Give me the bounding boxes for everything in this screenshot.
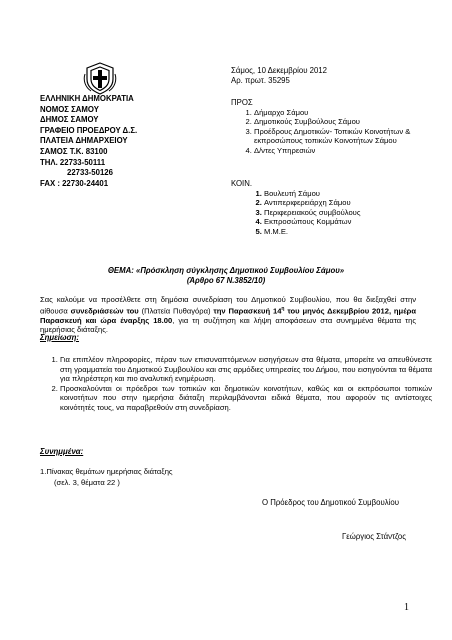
attachment-item: 1.Πίνακας θεμάτων ημερήσιας διάταξης xyxy=(40,467,173,476)
cc-label: ΚΟΙΝ. xyxy=(231,179,252,188)
subject-article: (Άρθρο 67 Ν.3852/10) xyxy=(186,276,266,286)
recipient-item: 3. Προέδρους Δημοτικών- Τοπικών Κοινοτήτων & εκπροσώπους τοπικών Κοινοτήτων Σάμου xyxy=(254,127,434,146)
sender-line: ΓΡΑΦΕΙΟ ΠΡΟΕΔΡΟΥ Δ.Σ. xyxy=(40,125,138,135)
document-date: Σάμος, 10 Δεκεμβρίου 2012 xyxy=(231,66,327,75)
note-item: 1. Για επιπλέον πληροφορίες, πέραν των επισυναπτόμενων εισηγήσεων στα θέματα, μπορείτε να απευθύνεστε στη γραμματεία του Δημοτικού Συμβουλίου και στις αρμόδιες υπηρεσίες του Δήμου, που εισηγούνται τα θέματα για πληρέστερη και πιο αναλυτική ενημέρωση. xyxy=(60,355,432,384)
closing-title: Ο Πρόεδρος του Δημοτικού Συμβουλίου xyxy=(262,498,399,507)
cc-recipient-list xyxy=(246,189,424,236)
to-recipient-list xyxy=(236,108,434,155)
sender-line: ΠΛΑΤΕΙΑ ΔΗΜΑΡΧΕΙΟΥ xyxy=(40,136,128,146)
coat-of-arms-icon xyxy=(82,60,118,96)
attachment-detail: (σελ. 3, θέματα 22 ) xyxy=(54,478,120,487)
recipient-item: 1. Δήμαρχο Σάμου xyxy=(254,108,434,117)
recipient-item: 2. Δημοτικούς Συμβούλους Σάμου xyxy=(254,117,434,126)
cc-item: 5. Μ.Μ.Ε. xyxy=(264,227,424,236)
sender-address-block xyxy=(40,94,137,189)
cc-item: 4. Εκπροσώπους Κομμάτων xyxy=(264,217,424,226)
cc-item: 3. Περιφερειακούς συμβούλους xyxy=(264,208,424,217)
recipient-item: 4. Δ/ντες Υπηρεσιών xyxy=(254,146,434,155)
meeting-date: την Παρασκευή 14 xyxy=(213,306,282,316)
cc-item: 2. Αντιπεριφερειάρχη Σάμου xyxy=(264,198,424,207)
protocol-number: Αρ. πρωτ. 35295 xyxy=(231,76,290,86)
note-item: 2. Προσκαλούνται οι πρόεδροι των τοπικών και δημοτικών κοινοτήτων, καθώς και οι εκπρόσωποι τοπικών κοινοτήτων που στην ημερήσια διάταξη περιλαμβάνονται ειδικά θέματα, που αφορούν τις αντίστοιχες κοινότητές τους, να παραβρεθούν στη συνεδρίαση. xyxy=(60,384,432,413)
page-number: 1 xyxy=(404,602,409,613)
body-bold: συνεδριάσεών του xyxy=(70,306,139,316)
ordinal-sup: η xyxy=(281,305,285,312)
date-protocol-block xyxy=(231,66,327,87)
sender-line: ΝΟΜΟΣ ΣΑΜΟΥ xyxy=(40,104,99,114)
sender-line: ΤΗΛ. 22733-50111 xyxy=(40,157,106,167)
invitation-paragraph xyxy=(40,295,416,335)
subject-line: ΘΕΜΑ: «Πρόσκληση σύγκλησης Δημοτικού Συμβουλίου Σάμου» xyxy=(107,266,345,275)
meeting-time: του μηνός Δεκεμβρίου 2012, ημέρα Παρασκευή και ώρα έναρξης 18.00 xyxy=(40,306,416,325)
note-title: Σημείωση: xyxy=(40,333,80,342)
sender-line: 22733-50126 xyxy=(67,168,113,178)
cc-item: 1. Βουλευτή Σάμου xyxy=(264,189,424,198)
attachments-title: Συνημμένα: xyxy=(40,447,84,456)
signer-name: Γεώργιος Στάντζος xyxy=(342,532,406,541)
subject-heading xyxy=(40,266,412,286)
notes-list xyxy=(42,355,432,413)
to-label: ΠΡΟΣ xyxy=(231,98,253,107)
sender-line: ΔΗΜΟΣ ΣΑΜΟΥ xyxy=(40,115,99,125)
sender-line: ΣΑΜΟΣ Τ.Κ. 83100 xyxy=(40,146,108,156)
body-text: Σας καλούμε να προσέλθετε στη δημόσια συνεδρίαση του Δημοτικού Συμβουλίου, που θα διεξαχθεί στην αίθουσα xyxy=(40,295,416,316)
body-text: (Πλατεία Πυθαγόρα) xyxy=(138,306,214,316)
sender-line: ΕΛΛΗΝΙΚΗ ΔΗΜΟΚΡΑΤΙΑ xyxy=(40,94,134,103)
sender-line: FAX : 22730-24401 xyxy=(40,178,109,188)
body-text: , για τη συζήτηση και λήψη αποφάσεων στα συνημμένα θέματα της ημερήσιας διάταξης. xyxy=(40,315,417,335)
